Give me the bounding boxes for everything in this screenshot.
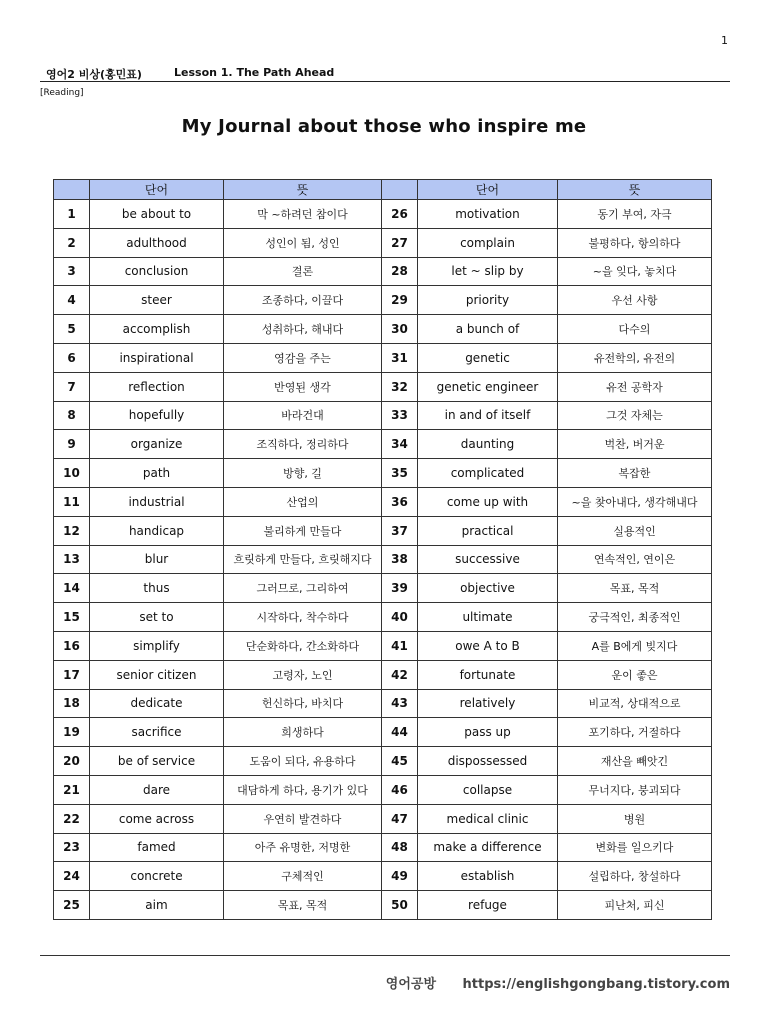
item-meaning: 병원 [558,804,712,833]
item-word: successive [418,545,558,574]
item-word: establish [418,862,558,891]
item-word: daunting [418,430,558,459]
header-word-left: 단어 [90,180,224,200]
item-meaning: 우선 사항 [558,286,712,315]
table-row [54,603,712,632]
item-number: 28 [382,257,418,286]
item-number: 29 [382,286,418,315]
item-word: reflection [90,372,224,401]
course-title: 영어2 비상(홍민표) [46,68,142,81]
item-number: 11 [54,487,90,516]
item-word: objective [418,574,558,603]
item-meaning: 도움이 되다, 유용하다 [224,747,382,776]
item-word: adulthood [90,228,224,257]
item-word: dispossessed [418,747,558,776]
item-meaning: 연속적인, 연이은 [558,545,712,574]
item-meaning: 결론 [224,257,382,286]
item-meaning: 불리하게 만들다 [224,516,382,545]
item-word: complicated [418,459,558,488]
lesson-title: Lesson 1. The Path Ahead [174,66,335,79]
item-word: come up with [418,487,558,516]
item-number: 3 [54,257,90,286]
item-word: relatively [418,689,558,718]
item-number: 14 [54,574,90,603]
item-number: 41 [382,631,418,660]
item-number: 25 [54,891,90,920]
item-meaning: 무너지다, 붕괴되다 [558,775,712,804]
item-number: 12 [54,516,90,545]
table-row [54,516,712,545]
item-number: 34 [382,430,418,459]
item-word: genetic engineer [418,372,558,401]
item-word: pass up [418,718,558,747]
footer-brand: 영어공방 [385,977,437,992]
item-word: in and of itself [418,401,558,430]
table-row [54,775,712,804]
item-meaning: 성취하다, 해내다 [224,315,382,344]
item-number: 15 [54,603,90,632]
table-row [54,343,712,372]
item-number: 46 [382,775,418,804]
item-word: organize [90,430,224,459]
table-row [54,430,712,459]
item-number: 31 [382,343,418,372]
item-number: 27 [382,228,418,257]
header-meaning-right: 뜻 [558,180,712,200]
item-word: dedicate [90,689,224,718]
item-word: medical clinic [418,804,558,833]
item-word: priority [418,286,558,315]
item-meaning: 피난처, 피신 [558,891,712,920]
item-number: 49 [382,862,418,891]
item-word: thus [90,574,224,603]
footer [386,973,730,992]
item-meaning: 실용적인 [558,516,712,545]
document-header [40,66,730,82]
item-word: handicap [90,516,224,545]
table-row [54,574,712,603]
item-meaning: 막 ~하려던 참이다 [224,200,382,229]
table-row [54,286,712,315]
table-header-row [54,180,712,200]
item-number: 17 [54,660,90,689]
item-number: 37 [382,516,418,545]
item-meaning: 영감을 주는 [224,343,382,372]
item-word: come across [90,804,224,833]
item-meaning: 아주 유명한, 저명한 [224,833,382,862]
item-meaning: 변화를 일으키다 [558,833,712,862]
item-word: industrial [90,487,224,516]
header-word-right: 단어 [418,180,558,200]
item-meaning: 벅찬, 버거운 [558,430,712,459]
item-number: 16 [54,631,90,660]
item-number: 38 [382,545,418,574]
item-word: refuge [418,891,558,920]
table-row [54,660,712,689]
table-row [54,689,712,718]
item-number: 20 [54,747,90,776]
table-row [54,804,712,833]
item-number: 30 [382,315,418,344]
table-row [54,401,712,430]
table-row [54,487,712,516]
item-word: senior citizen [90,660,224,689]
section-label: [Reading] [40,88,84,98]
item-meaning: 유전 공학자 [558,372,712,401]
item-number: 8 [54,401,90,430]
item-word: accomplish [90,315,224,344]
item-meaning: 동기 부여, 자극 [558,200,712,229]
item-meaning: 목표, 목적 [224,891,382,920]
table-row [54,257,712,286]
table-row [54,891,712,920]
footer-divider [40,955,730,956]
header-number-cell-left [54,180,90,200]
item-word: genetic [418,343,558,372]
item-number: 18 [54,689,90,718]
item-number: 5 [54,315,90,344]
footer-url[interactable]: https://englishgongbang.tistory.com [462,977,730,992]
item-number: 42 [382,660,418,689]
item-meaning: 희생하다 [224,718,382,747]
item-word: blur [90,545,224,574]
table-row [54,747,712,776]
item-number: 19 [54,718,90,747]
table-row [54,315,712,344]
page-title: My Journal about those who inspire me [181,116,587,137]
item-number: 21 [54,775,90,804]
table-row [54,200,712,229]
item-meaning: 대담하게 하다, 용기가 있다 [224,775,382,804]
item-word: set to [90,603,224,632]
item-number: 32 [382,372,418,401]
item-number: 50 [382,891,418,920]
item-meaning: ~을 잊다, 놓치다 [558,257,712,286]
item-word: collapse [418,775,558,804]
item-word: let ~ slip by [418,257,558,286]
item-number: 35 [382,459,418,488]
item-number: 1 [54,200,90,229]
table-row [54,631,712,660]
item-meaning: 흐릿하게 만들다, 흐릿해지다 [224,545,382,574]
table-row [54,833,712,862]
item-number: 24 [54,862,90,891]
item-word: hopefully [90,401,224,430]
item-number: 45 [382,747,418,776]
item-word: complain [418,228,558,257]
item-meaning: 운이 좋은 [558,660,712,689]
item-meaning: 조직하다, 정리하다 [224,430,382,459]
item-meaning: 우연히 발견하다 [224,804,382,833]
item-word: aim [90,891,224,920]
item-word: concrete [90,862,224,891]
item-meaning: 성인이 됨, 성인 [224,228,382,257]
item-number: 10 [54,459,90,488]
item-meaning: 헌신하다, 바치다 [224,689,382,718]
item-word: fortunate [418,660,558,689]
item-meaning: 목표, 목적 [558,574,712,603]
item-number: 39 [382,574,418,603]
item-word: make a difference [418,833,558,862]
header-meaning-left: 뜻 [224,180,382,200]
item-word: motivation [418,200,558,229]
item-number: 33 [382,401,418,430]
item-number: 2 [54,228,90,257]
item-number: 43 [382,689,418,718]
item-word: owe A to B [418,631,558,660]
item-number: 23 [54,833,90,862]
item-word: a bunch of [418,315,558,344]
item-number: 13 [54,545,90,574]
vocabulary-table-body [54,200,712,920]
item-meaning: 설립하다, 창설하다 [558,862,712,891]
item-word: famed [90,833,224,862]
item-meaning: 시작하다, 착수하다 [224,603,382,632]
item-word: conclusion [90,257,224,286]
item-meaning: 비교적, 상대적으로 [558,689,712,718]
item-meaning: 재산을 빼앗긴 [558,747,712,776]
page-number: 1 [721,34,728,47]
item-word: be of service [90,747,224,776]
item-word: simplify [90,631,224,660]
item-word: ultimate [418,603,558,632]
item-meaning: 조종하다, 이끌다 [224,286,382,315]
item-number: 40 [382,603,418,632]
item-meaning: 그러므로, 그리하여 [224,574,382,603]
table-row [54,459,712,488]
item-meaning: 복잡한 [558,459,712,488]
item-meaning: 반영된 생각 [224,372,382,401]
header-number-cell-right [382,180,418,200]
item-number: 26 [382,200,418,229]
item-meaning: 다수의 [558,315,712,344]
item-number: 36 [382,487,418,516]
item-word: path [90,459,224,488]
item-meaning: 방향, 길 [224,459,382,488]
item-word: be about to [90,200,224,229]
item-meaning: 고령자, 노인 [224,660,382,689]
item-number: 7 [54,372,90,401]
item-meaning: ~을 찾아내다, 생각해내다 [558,487,712,516]
table-row [54,862,712,891]
item-meaning: 단순화하다, 간소화하다 [224,631,382,660]
item-meaning: 산업의 [224,487,382,516]
item-word: practical [418,516,558,545]
item-meaning: 궁극적인, 최종적인 [558,603,712,632]
table-row [54,372,712,401]
item-meaning: 구체적인 [224,862,382,891]
item-meaning: 불평하다, 항의하다 [558,228,712,257]
item-word: inspirational [90,343,224,372]
item-number: 4 [54,286,90,315]
item-meaning: 포기하다, 거절하다 [558,718,712,747]
item-word: sacrifice [90,718,224,747]
item-number: 9 [54,430,90,459]
item-number: 22 [54,804,90,833]
table-row [54,545,712,574]
item-word: dare [90,775,224,804]
item-number: 47 [382,804,418,833]
item-meaning: 유전학의, 유전의 [558,343,712,372]
item-number: 44 [382,718,418,747]
item-number: 6 [54,343,90,372]
item-meaning: 그것 자체는 [558,401,712,430]
item-number: 48 [382,833,418,862]
item-word: steer [90,286,224,315]
vocabulary-table [53,179,712,920]
item-meaning: A를 B에게 빚지다 [558,631,712,660]
table-row [54,228,712,257]
item-meaning: 바라건대 [224,401,382,430]
table-row [54,718,712,747]
